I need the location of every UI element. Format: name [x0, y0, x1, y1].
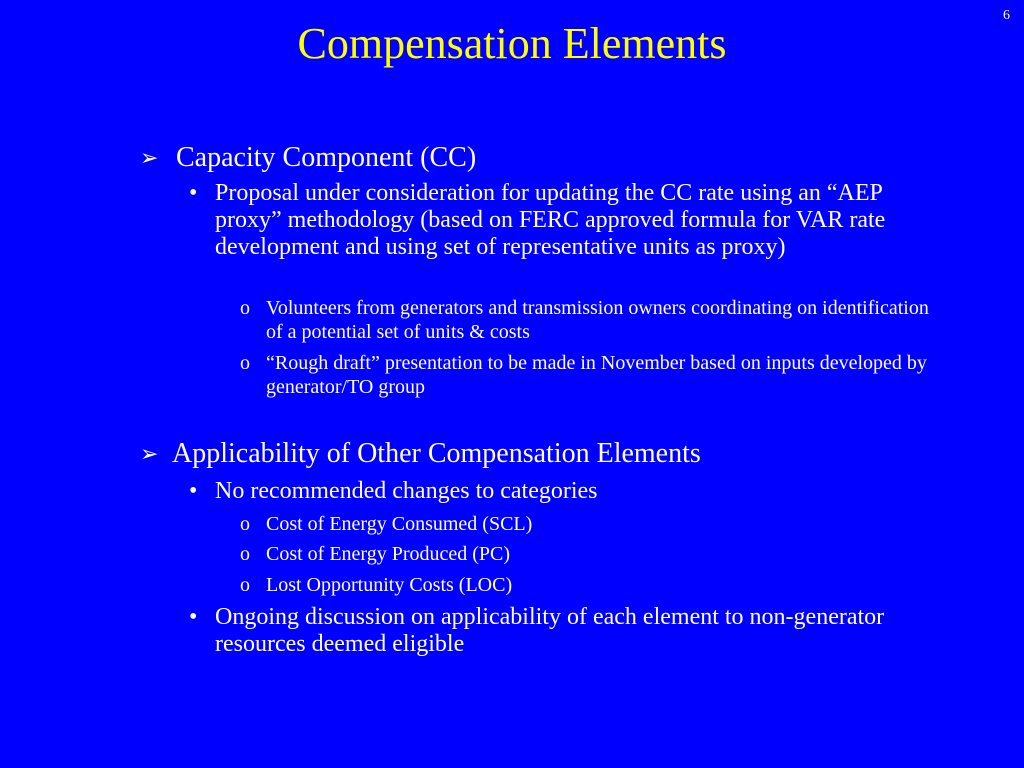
sub-list-item — [240, 542, 940, 566]
list-item — [189, 604, 949, 658]
section-heading-text: Applicability of Other Compensation Elements — [172, 438, 701, 469]
list-item-text: No recommended changes to categories — [215, 478, 598, 504]
list-item-text: Proposal under consideration for updating the CC rate using an “AEP proxy” methodology (based on FERC approved formula for VAR rate development and using set of representative units as proxy) — [215, 180, 886, 260]
arrow-bullet-icon: ➢ — [140, 145, 159, 170]
section-heading-capacity — [140, 142, 476, 174]
circle-bullet-icon: o — [240, 513, 250, 535]
arrow-bullet-icon: ➢ — [140, 441, 159, 466]
circle-bullet-icon: o — [240, 352, 250, 374]
sub-list-item — [240, 351, 940, 399]
dot-bullet-icon: • — [189, 478, 198, 504]
circle-bullet-icon: o — [240, 574, 250, 596]
circle-bullet-icon: o — [240, 297, 250, 319]
slide-number: 6 — [1003, 8, 1010, 23]
section-heading-text: Capacity Component (CC) — [176, 142, 477, 173]
sub-list-item-text: Cost of Energy Produced (PC) — [266, 543, 511, 565]
sub-list-item-text: Volunteers from generators and transmission owners coordinating on identification of a potential set of units & costs — [266, 297, 929, 343]
sub-list-item — [240, 573, 940, 597]
section-heading-applicability — [140, 438, 701, 470]
dot-bullet-icon: • — [189, 180, 198, 206]
sub-list-item-text: Lost Opportunity Costs (LOC) — [266, 574, 513, 596]
sub-list-item-text: Cost of Energy Consumed (SCL) — [266, 513, 533, 535]
slide-title: Compensation Elements — [297, 19, 727, 68]
circle-bullet-icon: o — [240, 543, 250, 565]
dot-bullet-icon: • — [189, 604, 198, 630]
sub-list-item — [240, 296, 940, 344]
sub-list-item-text: “Rough draft” presentation to be made in November based on inputs developed by generator/TO group — [266, 352, 927, 398]
list-item — [189, 180, 949, 261]
sub-list-item — [240, 512, 940, 536]
list-item — [189, 478, 949, 505]
list-item-text: Ongoing discussion on applicability of each element to non-generator resources deemed eligible — [215, 604, 885, 657]
